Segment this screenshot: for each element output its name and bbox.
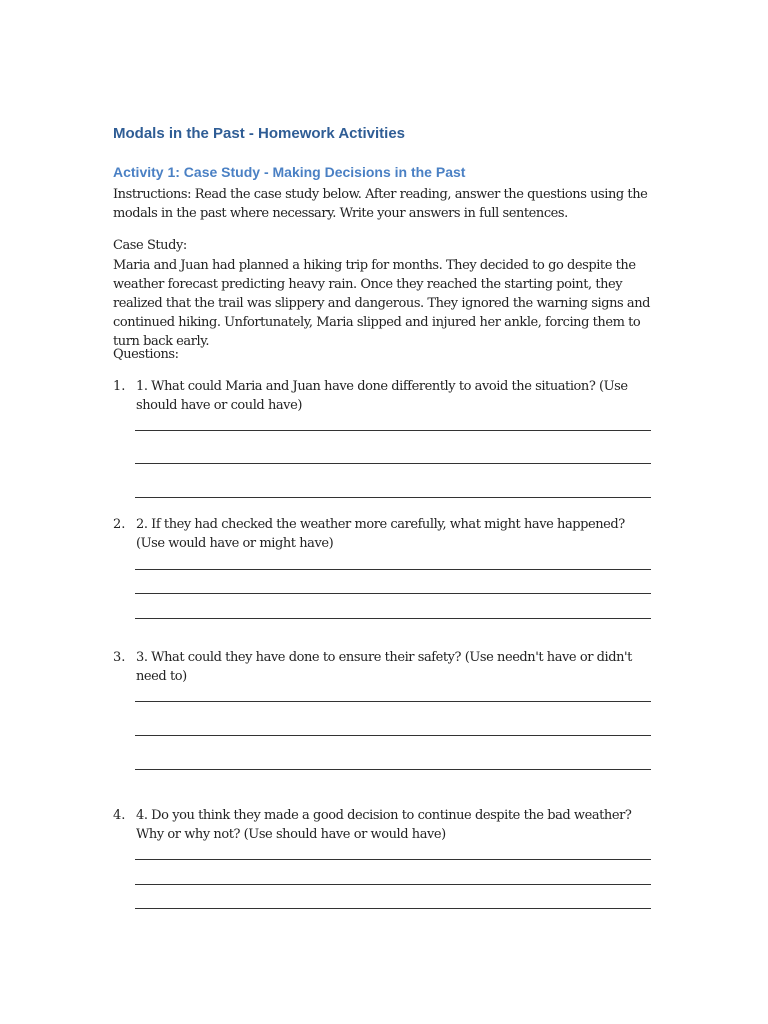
answer-line[interactable] [135, 884, 651, 885]
question-text: 2. If they had checked the weather more carefully, what might have happened? (Use would have or might have) [136, 517, 625, 551]
answer-line[interactable] [135, 908, 651, 909]
answer-line[interactable] [135, 859, 651, 860]
answer-line[interactable] [135, 593, 651, 594]
activity-title: Activity 1: Case Study - Making Decisions in the Past [113, 164, 466, 180]
answer-line[interactable] [135, 497, 651, 498]
answer-line[interactable] [135, 735, 651, 736]
answer-line[interactable] [135, 463, 651, 464]
question-number: 3. [113, 650, 126, 665]
case-study-label: Case Study: [113, 238, 187, 253]
question-text: 1. What could Maria and Juan have done differently to avoid the situation? (Use should have or could have) [136, 379, 628, 413]
question-text: 4. Do you think they made a good decision to continue despite the bad weather? Why or why not? (Use should have or would have) [136, 808, 632, 842]
question-text: 3. What could they have done to ensure their safety? (Use needn't have or didn't need to) [136, 650, 632, 684]
question-number: 4. [113, 808, 126, 823]
document-title: Modals in the Past - Homework Activities [113, 125, 406, 142]
answer-line[interactable] [135, 769, 651, 770]
case-study-text: Maria and Juan had planned a hiking trip for months. They decided to go despite the weather forecast predicting heavy rain. Once they reached the starting point, they realized that the trail was slippery and dangerous. They ignored the warning signs and continued hiking. Unfortunately, Maria slipped and injured her ankle, forcing them to turn back early. [113, 258, 651, 349]
questions-label: Questions: [113, 347, 179, 362]
instructions-paragraph: Instructions: Read the case study below. After reading, answer the questions using the modals in the past where necessary. Write your answers in full sentences. [113, 187, 648, 221]
answer-line[interactable] [135, 569, 651, 570]
answer-line[interactable] [135, 430, 651, 431]
question-number: 2. [113, 517, 126, 532]
question-number: 1. [113, 379, 126, 394]
answer-line[interactable] [135, 701, 651, 702]
answer-line[interactable] [135, 618, 651, 619]
